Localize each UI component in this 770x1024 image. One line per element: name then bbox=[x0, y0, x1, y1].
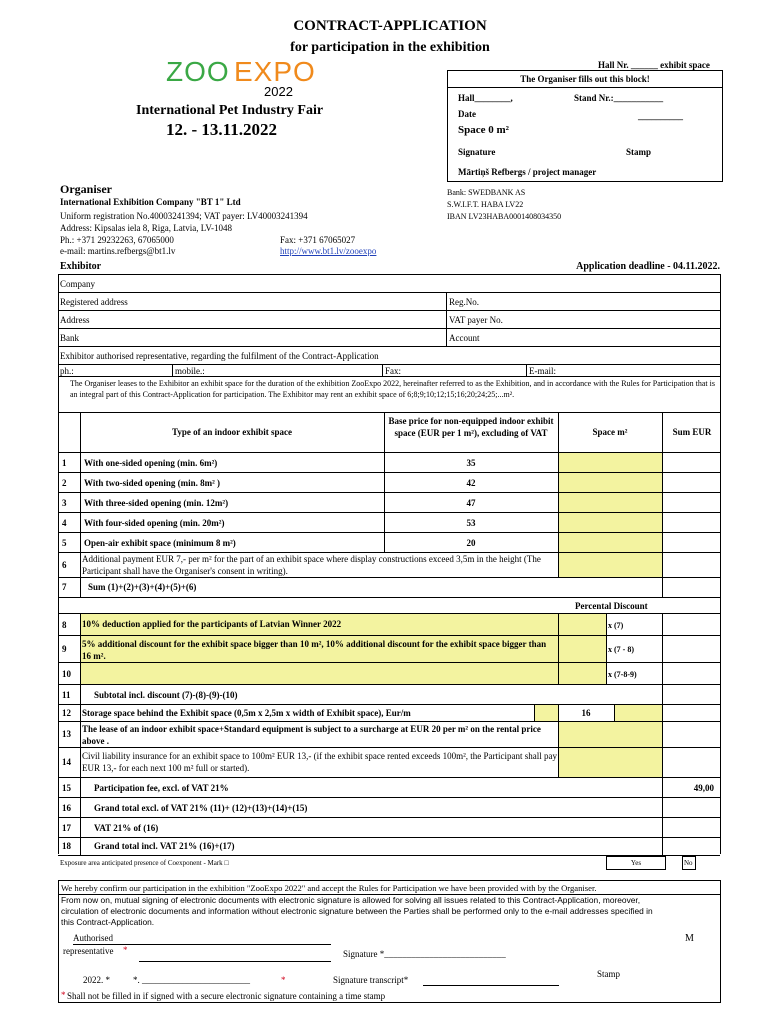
row-number: 17 bbox=[62, 823, 71, 833]
organiser-company: International Exhibition Company "BT 1" Ltd bbox=[60, 197, 241, 207]
exhibitor-heading: Exhibitor bbox=[60, 261, 102, 272]
row-16-text: Grand total excl. of VAT 21% (11)+ (12)+(13)+(14)+(15) bbox=[94, 803, 308, 813]
row-space-input[interactable] bbox=[558, 453, 663, 473]
row-14-text: Civil liability insurance for an exhibit space to 100m² EUR 13,- (if the exhibit space rented exceeds 100m², the Participant shall pay EUR 13,- for each next 100 m² full or started). bbox=[82, 751, 558, 773]
row-number: 13 bbox=[62, 729, 71, 739]
confirmation-line-2: From now on, mutual signing of electronic documents with electronic signature is allowed for solving all issues related to this Contract-Application, moreover, circulation of electronic documents and information without electronic signature between the Parties shall be performed only to the e-mail addresses specified in this Contract-Application. bbox=[61, 895, 653, 927]
table-row-17 bbox=[58, 817, 720, 838]
row-6-text: Additional payment EUR 7,- per m² for the part of an exhibit space where display constructions exceed 3,5m in the height (The Participant shall have the Organiser's consent in writing). bbox=[82, 554, 541, 576]
organiser-address: Address: Kipsalas iela 8, Riga, Latvia, LV-1048 bbox=[60, 223, 233, 233]
row-price: 42 bbox=[466, 478, 476, 488]
row-13-text: The lease of an indoor exhibit space+Standard equipment is subject to a surcharge at EUR 20 per m² on the rental price above . bbox=[82, 724, 541, 746]
fair-name: International Pet Industry Fair bbox=[136, 103, 324, 118]
table-row bbox=[58, 472, 720, 493]
row-number: 4 bbox=[62, 518, 67, 528]
row-12-text: Storage space behind the Exhibit space (0,5m x 2,5m x width of Exhibit space), Eur/m bbox=[82, 708, 411, 718]
row-price: 35 bbox=[466, 458, 476, 468]
required-marker: * bbox=[123, 945, 128, 955]
row-space-input[interactable] bbox=[558, 493, 663, 513]
exhibitor-bank-row[interactable] bbox=[58, 328, 720, 347]
row-8-multiplier: x (7) bbox=[608, 621, 624, 630]
table-row-15 bbox=[58, 777, 720, 798]
table-row bbox=[58, 532, 720, 553]
table-row-18 bbox=[58, 837, 720, 856]
row-18-text: Grand total incl. VAT 21% (16)+(17) bbox=[94, 841, 235, 851]
date-field[interactable]: __________ bbox=[638, 111, 683, 121]
row-number: 18 bbox=[62, 841, 71, 851]
year-field[interactable]: 2022. * bbox=[83, 975, 110, 985]
confirmation-line-1: We hereby confirm our participation in the exhibition "ZooExpo 2022" and accept the Rules for Participation we have been provided with by the Organiser. bbox=[61, 883, 597, 893]
row-label: Open-air exhibit space (minimum 8 m²) bbox=[84, 538, 236, 548]
col-price-header: Base price for non-equipped indoor exhibit space (EUR per 1 m²), excluding of VAT bbox=[388, 416, 554, 438]
row-12-value: 16 bbox=[581, 708, 591, 718]
row-14-input[interactable] bbox=[558, 748, 663, 778]
m-mark: M bbox=[685, 933, 694, 944]
vat-label: VAT payer No. bbox=[449, 315, 503, 325]
representative-row[interactable] bbox=[58, 346, 720, 365]
fair-dates: 12. - 13.11.2022 bbox=[166, 120, 277, 139]
row-7-text: Sum (1)+(2)+(3)+(4)+(5)+(6) bbox=[88, 582, 197, 592]
fax-label: Fax: bbox=[385, 366, 402, 376]
row-9-percent-input[interactable] bbox=[558, 636, 607, 663]
address-label: Address bbox=[60, 315, 90, 325]
organiser-phone: Ph.: +371 29232263, 67065000 bbox=[60, 235, 174, 245]
logo-expo: EXPO bbox=[234, 56, 316, 87]
col-type-header: Type of an indoor exhibit space bbox=[172, 427, 292, 437]
row-price: 20 bbox=[466, 538, 476, 548]
authorised-label: Authorised bbox=[73, 933, 113, 943]
exposure-no: No bbox=[684, 859, 693, 867]
application-deadline: Application deadline - 04.11.2022. bbox=[576, 261, 720, 272]
confirmation-box bbox=[58, 880, 721, 1003]
lease-text: The Organiser leases to the Exhibitor an exhibit space for the duration of the exhibition ZooExpo 2022, hereinafter referred to as the Exhibition, and in accordance with the Rules for Participation that is an integral part of this Contract-Application for participation. The Exhibitor may rent an exhibit space of 6;8;9;10;12;15;16;20;24;25;...m². bbox=[70, 379, 715, 399]
hall-field[interactable]: Hall________, bbox=[458, 93, 513, 103]
exposure-no-box[interactable] bbox=[682, 856, 696, 870]
row-11-text: Subtotal incl. discount (7)-(8)-(9)-(10) bbox=[94, 690, 238, 700]
row-12-length-input[interactable] bbox=[534, 705, 559, 722]
stand-nr-field[interactable]: Stand Nr.:___________ bbox=[574, 93, 664, 103]
row-number: 9 bbox=[62, 644, 67, 654]
row-number: 8 bbox=[62, 620, 67, 630]
row-15-text: Participation fee, excl. of VAT 21% bbox=[94, 783, 229, 793]
row-number: 7 bbox=[62, 582, 67, 592]
stamp-label: Stamp bbox=[626, 147, 652, 157]
percent-discount-row bbox=[58, 597, 720, 614]
date-label: Date bbox=[458, 109, 476, 119]
signature-transcript-label: Signature transcript* bbox=[333, 975, 409, 985]
stamp-label: Stamp bbox=[597, 969, 621, 979]
row-17-text: VAT 21% of (16) bbox=[94, 823, 159, 833]
table-row-6 bbox=[58, 552, 720, 578]
row-label: With one-sided opening (min. 6m²) bbox=[84, 458, 218, 468]
row-number: 15 bbox=[62, 783, 71, 793]
row-space-input[interactable] bbox=[558, 473, 663, 493]
required-marker: * bbox=[281, 975, 286, 985]
row-number: 5 bbox=[62, 538, 67, 548]
document-title: CONTRACT-APPLICATION bbox=[293, 18, 487, 34]
row-space-input[interactable] bbox=[558, 533, 663, 553]
table-row bbox=[58, 512, 720, 533]
zooexpo-logo bbox=[166, 56, 336, 99]
footer-note: Shall not be filled in if signed with a secure electronic signature containing a time stamp bbox=[67, 991, 386, 1001]
organiser-registration: Uniform registration No.40003241394; VAT payer: LV40003241394 bbox=[60, 211, 308, 221]
row-9-multiplier: x (7 - 8) bbox=[608, 645, 634, 654]
row-number: 3 bbox=[62, 498, 67, 508]
row-13-input[interactable] bbox=[558, 722, 663, 748]
ph-label: ph.: bbox=[60, 366, 74, 376]
signature-label: Signature bbox=[458, 147, 496, 157]
mobile-label: mobile.: bbox=[175, 366, 205, 376]
bank-label: Bank bbox=[60, 333, 79, 343]
table-row bbox=[58, 452, 720, 473]
registered-address-label: Registered address bbox=[60, 297, 128, 307]
company-label: Company bbox=[60, 279, 95, 289]
lease-text-row bbox=[58, 376, 720, 413]
row-price: 53 bbox=[466, 518, 476, 528]
day-field[interactable]: *. ________________________ bbox=[133, 975, 250, 985]
organiser-fill-box bbox=[447, 70, 723, 182]
hall-nr: Hall Nr. ______ exhibit space bbox=[598, 60, 710, 70]
logo-year: 2022 bbox=[264, 84, 293, 99]
row-10-percent-input[interactable] bbox=[558, 663, 607, 685]
table-header-row bbox=[58, 412, 720, 453]
table-row-14 bbox=[58, 747, 720, 778]
row-number: 6 bbox=[62, 560, 67, 570]
table-row-10 bbox=[58, 662, 720, 685]
row-number: 12 bbox=[62, 708, 71, 718]
manager-name: Mārtiņš Refbergs / project manager bbox=[458, 167, 597, 177]
row-number: 2 bbox=[62, 478, 67, 488]
col-sum-header: Sum EUR bbox=[672, 427, 712, 437]
organiser-iban: IBAN LV23HABA0001408034350 bbox=[447, 212, 562, 221]
row-10-text-input[interactable] bbox=[80, 663, 559, 685]
organiser-fax: Fax: +371 67065027 bbox=[280, 235, 356, 245]
table-row-9 bbox=[58, 635, 720, 663]
account-label: Account bbox=[449, 333, 480, 343]
row-9-text: 5% additional discount for the exhibit space bigger than 10 m², 10% additional discount for the exhibit space bigger than 16 m². bbox=[82, 639, 547, 661]
row-10-multiplier: x (7-8-9) bbox=[608, 670, 637, 679]
representative-label: Exhibitor authorised representative, regarding the fulfilment of the Contract-Application bbox=[60, 351, 379, 361]
row-number: 16 bbox=[62, 803, 71, 813]
row-number: 11 bbox=[62, 690, 71, 700]
email-label: E-mail: bbox=[529, 366, 556, 376]
space-field: Space 0 m² bbox=[458, 124, 509, 136]
row-label: With four-sided opening (min. 20m²) bbox=[84, 518, 225, 528]
row-space-input[interactable] bbox=[558, 513, 663, 533]
table-row-16 bbox=[58, 797, 720, 818]
table-row-8 bbox=[58, 613, 720, 636]
row-number: 14 bbox=[62, 757, 71, 767]
table-row bbox=[58, 492, 720, 513]
row-number: 1 bbox=[62, 458, 67, 468]
col-space-header: Space m² bbox=[592, 427, 628, 437]
logo-zoo: ZOO bbox=[166, 56, 230, 87]
signature-transcript-input[interactable] bbox=[423, 985, 559, 986]
row-8-percent-input[interactable] bbox=[558, 614, 607, 636]
organiser-website-link[interactable]: http://www.bt1.lv/zooexpo bbox=[280, 246, 377, 256]
exposure-yes: Yes bbox=[630, 859, 642, 867]
organiser-box-title: The Organiser fills out this block! bbox=[520, 74, 650, 84]
row-15-value: 49,00 bbox=[693, 783, 714, 793]
organiser-email: e-mail: martins.refbergs@bt1.lv bbox=[60, 246, 176, 256]
table-row-7 bbox=[58, 577, 720, 598]
exposure-yes-box[interactable] bbox=[606, 856, 666, 870]
percent-discount-label: Percental Discount bbox=[575, 601, 648, 611]
table-row-12 bbox=[58, 704, 720, 722]
row-12-input[interactable] bbox=[614, 705, 663, 722]
row-number: 10 bbox=[62, 669, 71, 679]
document-subtitle: for participation in the exhibition bbox=[290, 40, 490, 55]
table-row-13 bbox=[58, 721, 720, 748]
row-label: With two-sided opening (min. 8m² ) bbox=[84, 478, 221, 488]
table-row-11 bbox=[58, 684, 720, 705]
exhibitor-address-row[interactable] bbox=[58, 310, 720, 329]
exposure-label: Exposure area anticipated presence of Coexponent - Mark □ bbox=[60, 859, 229, 867]
reg-no-label: Reg.No. bbox=[449, 297, 479, 307]
organiser-heading: Organiser bbox=[60, 182, 112, 196]
footer-required-marker: * bbox=[61, 990, 66, 1000]
row-label: With three-sided opening (min. 12m²) bbox=[84, 498, 229, 508]
organiser-swift: S.W.I.F.T. HABA LV22 bbox=[447, 200, 524, 209]
row-price: 47 bbox=[466, 498, 476, 508]
row-8-text: 10% deduction applied for the participants of Latvian Winner 2022 bbox=[82, 619, 342, 629]
row-6-space-input[interactable] bbox=[558, 553, 663, 578]
exhibitor-registered-row[interactable] bbox=[58, 292, 720, 311]
organiser-bank: Bank: SWEDBANK AS bbox=[447, 188, 526, 197]
signature-field[interactable]: Signature *___________________________ bbox=[343, 949, 506, 959]
exhibitor-company-row[interactable] bbox=[58, 274, 720, 293]
representative-label: representative bbox=[63, 946, 114, 956]
representative-input[interactable] bbox=[139, 961, 331, 962]
